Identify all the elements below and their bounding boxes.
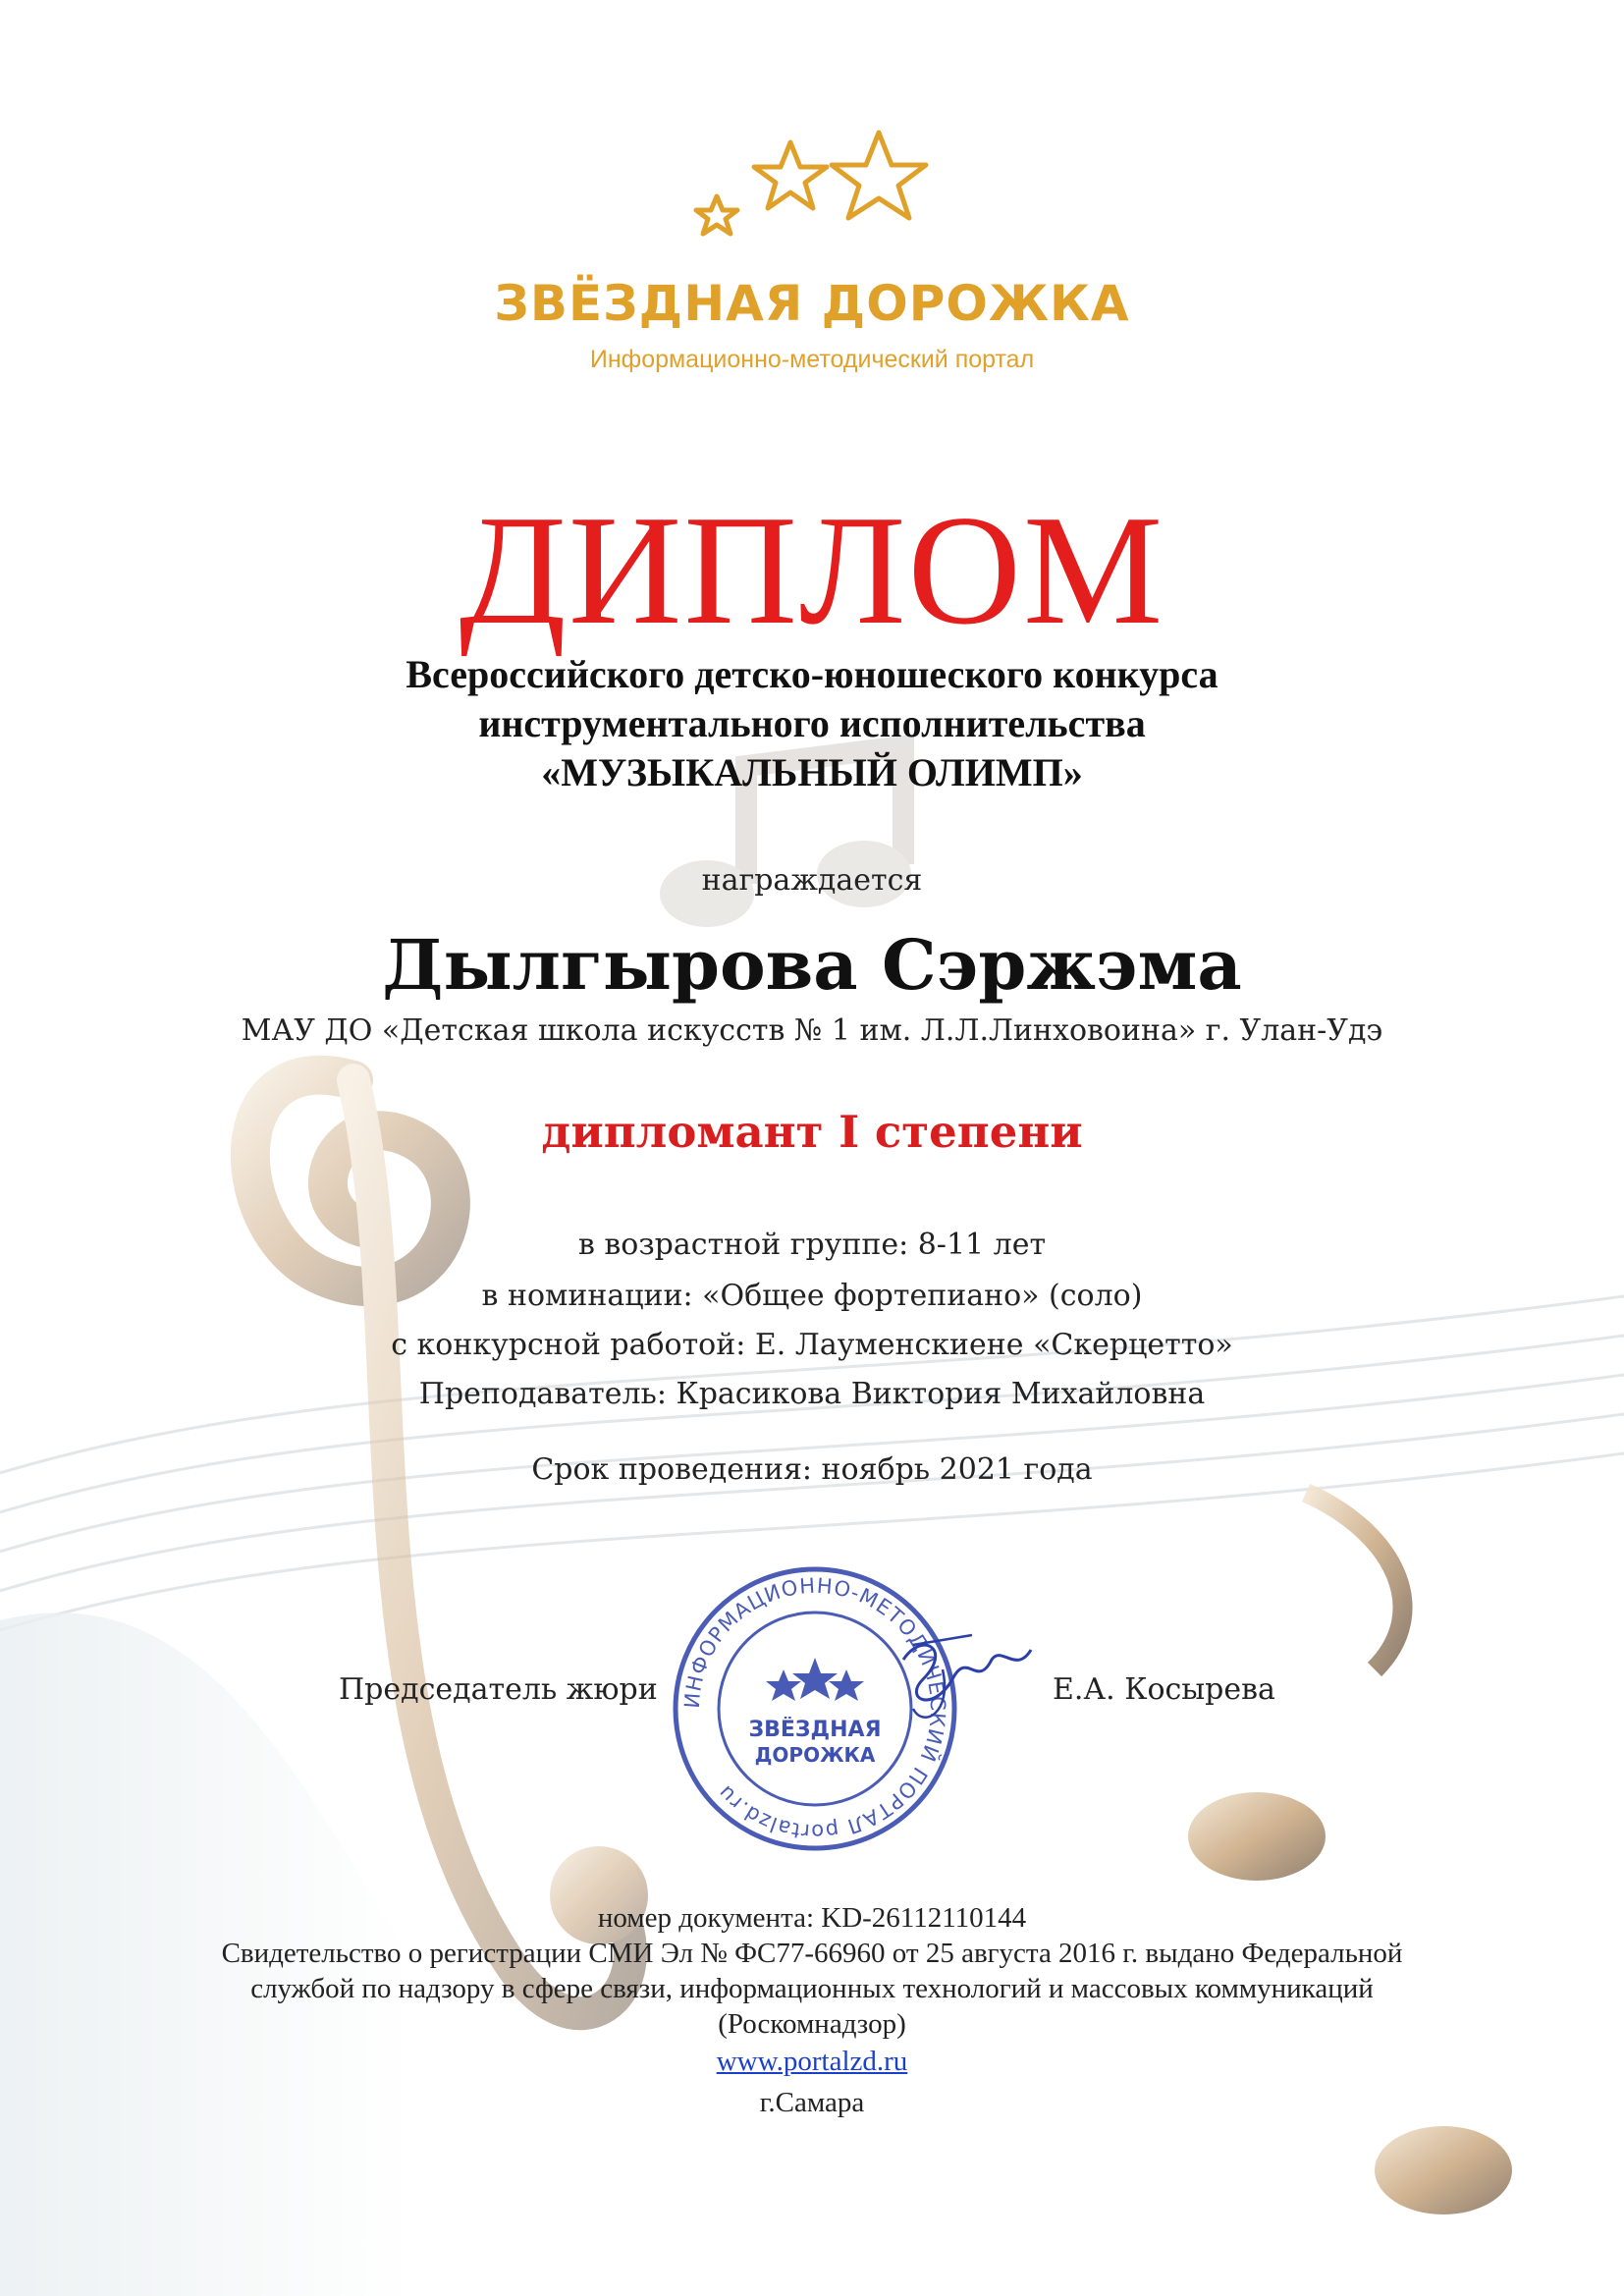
svg-text:ИНФОРМАЦИОННО-МЕТОДИЧЕСКИЙ ПОР: ИНФОРМАЦИОННО-МЕТОДИЧЕСКИЙ ПОРТАЛ portalzd.ru xyxy=(679,1573,950,1844)
brand-name: ЗВЁЗДНАЯ ДОРОЖКА xyxy=(494,275,1130,332)
document-number: номер документа: KD-26112110144 xyxy=(597,1902,1027,1934)
diploma-title: ДИПЛОМ xyxy=(459,482,1165,657)
teacher: Преподаватель: Красикова Виктория Михайловна xyxy=(418,1377,1206,1411)
competition-period: Срок проведения: ноябрь 2021 года xyxy=(531,1452,1093,1487)
jury-chair-name: Е.А. Косырева xyxy=(1053,1672,1275,1707)
brand-tagline: Информационно-методический портал xyxy=(589,346,1035,373)
contest-name: «МУЗЫКАЛЬНЫЙ ОЛИМП» xyxy=(541,750,1083,794)
registration-line-2: службой по надзору в сфере связи, информационных технологий и массовых коммуникаций xyxy=(250,1973,1374,2004)
city: г.Самара xyxy=(759,2087,865,2118)
contest-line-2: инструментального исполнительства xyxy=(478,701,1146,745)
award-degree: дипломант I степени xyxy=(541,1106,1083,1158)
competition-work: с конкурсной работой: Е. Лауменскиене «Скерцетто» xyxy=(391,1328,1233,1362)
registration-line-3: (Роскомнадзор) xyxy=(718,2008,906,2040)
recipient-name: Дылгырова Сэржэма xyxy=(382,924,1242,1006)
institution: МАУ ДО «Детская школа искусств № 1 им. Л.Л.Линховоина» г. Улан-Удэ xyxy=(241,1013,1383,1048)
nomination: в номинации: «Общее фортепиано» (соло) xyxy=(481,1279,1143,1313)
awarded-label: награждается xyxy=(701,863,923,898)
three-stars-logo-icon xyxy=(687,128,943,255)
website-link[interactable]: www.portalzd.ru xyxy=(716,2046,908,2077)
chairman-signature xyxy=(884,1620,1041,1738)
age-group: в возрастной группе: 8-11 лет xyxy=(577,1228,1047,1262)
contest-line-1: Всероссийского детско-юношеского конкурса xyxy=(406,652,1218,696)
svg-text:ДОРОЖКА: ДОРОЖКА xyxy=(754,1743,876,1767)
jury-chair-role: Председатель жюри xyxy=(339,1672,658,1707)
registration-line-1: Свидетельство о регистрации СМИ Эл № ФС77-66960 от 25 августа 2016 г. выдано Федеральной xyxy=(221,1938,1403,1969)
svg-text:ЗВЁЗДНАЯ: ЗВЁЗДНАЯ xyxy=(748,1718,882,1742)
